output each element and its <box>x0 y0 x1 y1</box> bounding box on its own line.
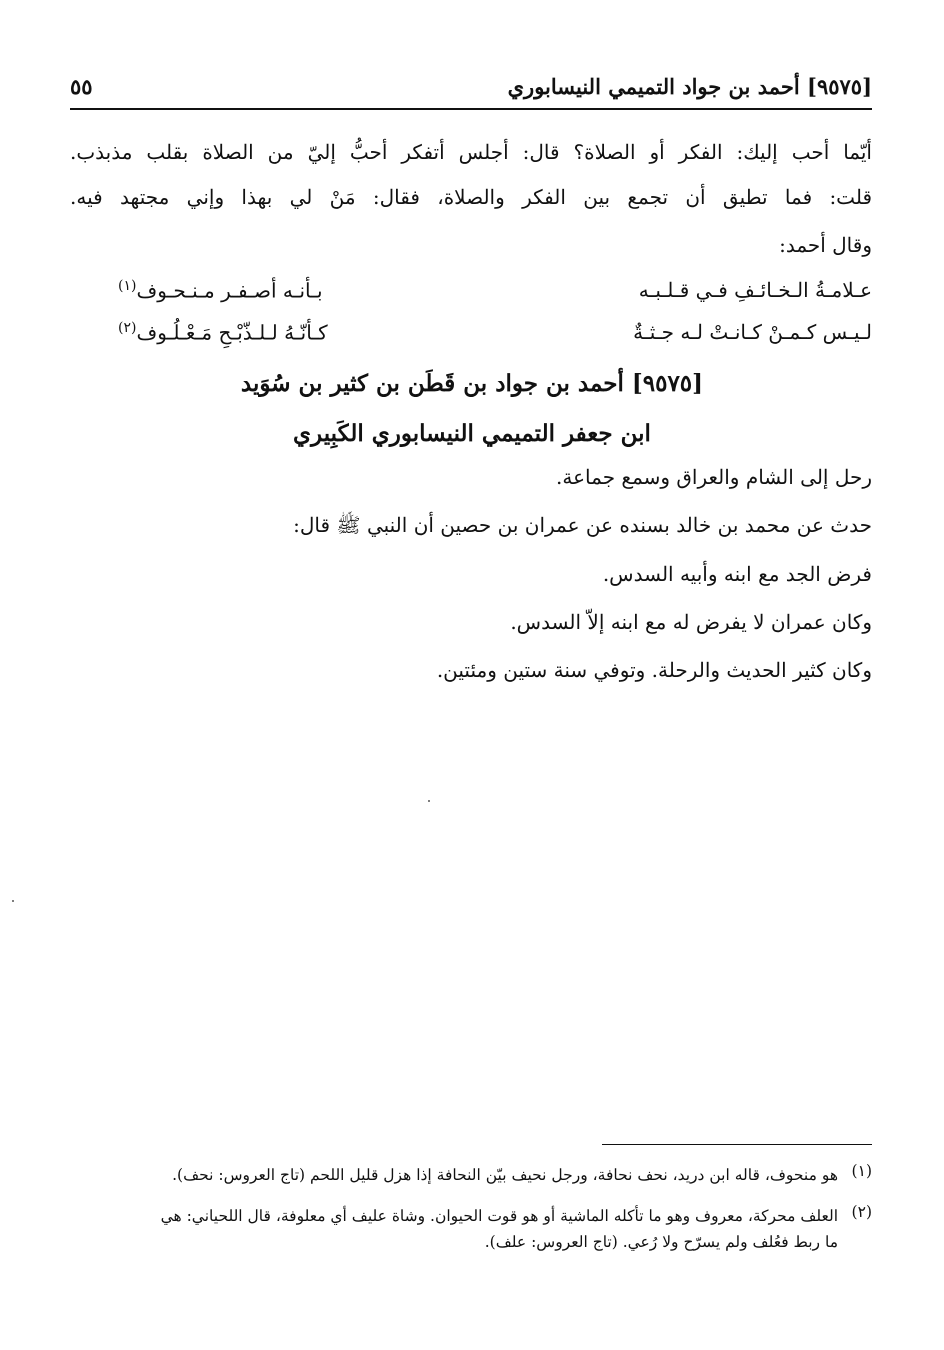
text-line: وكان كثير الحديث والرحلة. وتوفي سنة ستين ومئتين. <box>436 658 872 682</box>
verse-first-hemistich: لـيـس كـمـنْ كـانـتْ لـه جـثـةٌ <box>633 320 872 344</box>
footnote-line: ما ربط فعُلف ولم يسرّح ولا رُعي. (تاج العروس: علف). <box>484 1233 838 1251</box>
footnote-line: العلف محركة، معروف وهو ما تأكله الماشية أو هو قوت الحيوان. وشاة عليف أي معلوفة، قال اللحياني: هي <box>160 1207 838 1225</box>
verse-second-hemistich <box>118 278 323 303</box>
scan-speck <box>12 900 14 902</box>
verse-second-hemistich-text: بـأنـه أصـفـر مـنـحـوف <box>136 278 323 303</box>
text-line: فرض الجد مع ابنه وأبيه السدس. <box>602 562 872 586</box>
verse-second-hemistich <box>118 320 328 345</box>
running-header-title: [٩٥٧٥] أحمد بن جواد التميمي النيسابوري <box>507 74 872 99</box>
footnote <box>70 1162 872 1190</box>
footnote-text <box>70 1203 838 1255</box>
text-line: وقال أحمد: <box>779 233 872 257</box>
footnote-line: هو منحوف، قاله ابن دريد، نحف نحافة، ورجل نحيف بيّن النحافة إذا هزل قليل اللحم (تاج العروس: نحف). <box>172 1166 838 1184</box>
page-number: ٥٥ <box>70 74 93 99</box>
text-line: حدث عن محمد بن خالد بسنده عن عمران بن حصين أن النبي ﷺ قال: <box>293 513 872 537</box>
footnote-number: (٢) <box>851 1203 872 1221</box>
footnote-marker: (١) <box>118 278 137 294</box>
running-header <box>70 70 872 106</box>
text-line: أيّما أحب إليك: الفكر أو الصلاة؟ قال: أجلس أتفكر أحبُّ إليّ من الصلاة بقلب مذبذب. <box>70 140 872 164</box>
verse-second-hemistich-text: كـأنّـهُ لـلـذّبْـحِ مَـعْـلُـوف <box>136 320 328 345</box>
footnote-marker: (٢) <box>118 320 137 336</box>
footnote-number: (١) <box>851 1162 872 1180</box>
footnote-rule <box>602 1144 872 1145</box>
entry-heading-line: [٩٥٧٥] أحمد بن جواد بن قَطَن بن كثير بن سُوَيد <box>240 370 704 397</box>
footnote <box>70 1203 872 1259</box>
entry-heading-line: ابن جعفر التميمي النيسابوري الكَبِيري <box>293 420 651 447</box>
verse-first-hemistich: عـلامـةُ الـخـائـفِ فـي قـلـبـه <box>638 278 872 302</box>
text-line: قلت: فما تطيق أن تجمع بين الفكر والصلاة، فقال: مَنْ لي بهذا وإني مجتهد فيه. <box>70 185 873 209</box>
poem-verse <box>118 320 872 360</box>
footnote-text <box>70 1162 838 1188</box>
text-line: رحل إلى الشام والعراق وسمع جماعة. <box>556 465 872 489</box>
text-line: وكان عمران لا يفرض له مع ابنه إلاّ السدس. <box>510 610 872 634</box>
header-rule <box>70 108 872 110</box>
scan-speck <box>428 800 430 802</box>
poem-verse <box>118 278 872 318</box>
